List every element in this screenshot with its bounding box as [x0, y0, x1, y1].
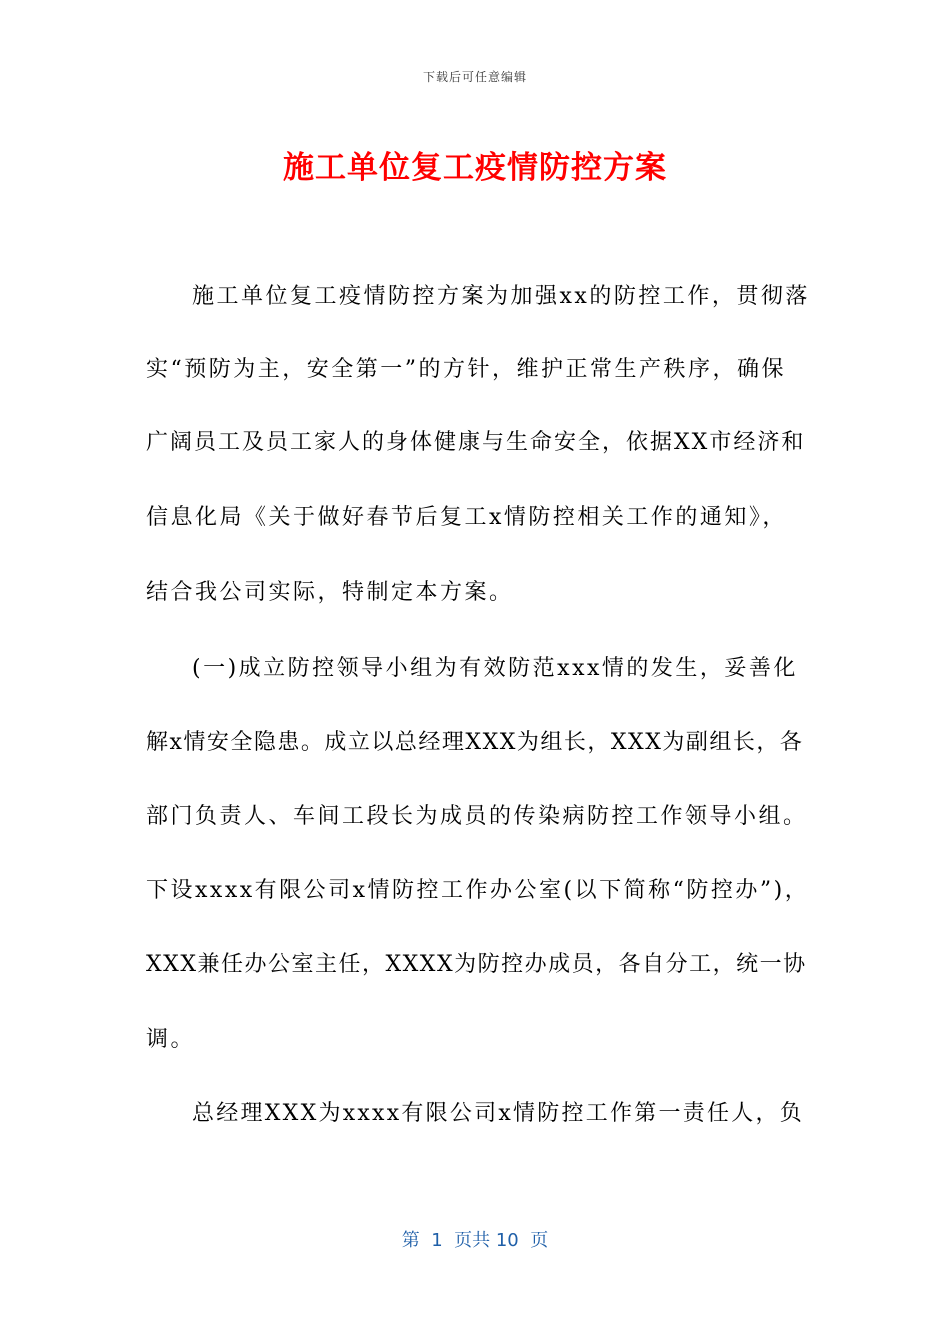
paragraph-line: 总经理XXX为xxxx有限公司x情防控工作第一责任人，负: [192, 1101, 805, 1126]
paragraph-line: 信息化局《关于做好春节后复工x情防控相关工作的通知》，: [146, 505, 787, 530]
header-note: 下载后可任意编辑: [422, 70, 527, 84]
paragraph-line: (一)成立防控领导小组为有效防范xxx情的发生，妥善化: [192, 656, 798, 681]
paragraph-line: 施工单位复工疫情防控方案为加强xx的防控工作，贯彻落: [192, 284, 810, 309]
paragraph-line: 部门负责人、车间工段长为成员的传染病防控工作领导小组。: [146, 804, 808, 829]
paragraph-line: 结合我公司实际，特制定本方案。: [146, 580, 514, 605]
paragraph-line: 下设xxxx有限公司x情防控工作办公室(以下简称“防控办”)，: [146, 878, 810, 903]
paragraph-line: 调。: [146, 1027, 196, 1052]
paragraph-line: 实“预防为主，安全第一”的方针，维护正常生产秩序，确保: [146, 357, 786, 382]
paragraph-line: 广阔员工及员工家人的身体健康与生命安全，依据XX市经济和: [146, 430, 806, 455]
paragraph-line: XXX兼任办公室主任，XXXX为防控办成员，各自分工，统一协: [146, 952, 807, 977]
document-title: 施工单位复工疫情防控方案: [283, 150, 667, 186]
page-footer: 第 1 页共 10 页: [401, 1230, 549, 1251]
paragraph-line: 解x情安全隐患。成立以总经理XXX为组长，XXX为副组长，各: [146, 730, 804, 755]
